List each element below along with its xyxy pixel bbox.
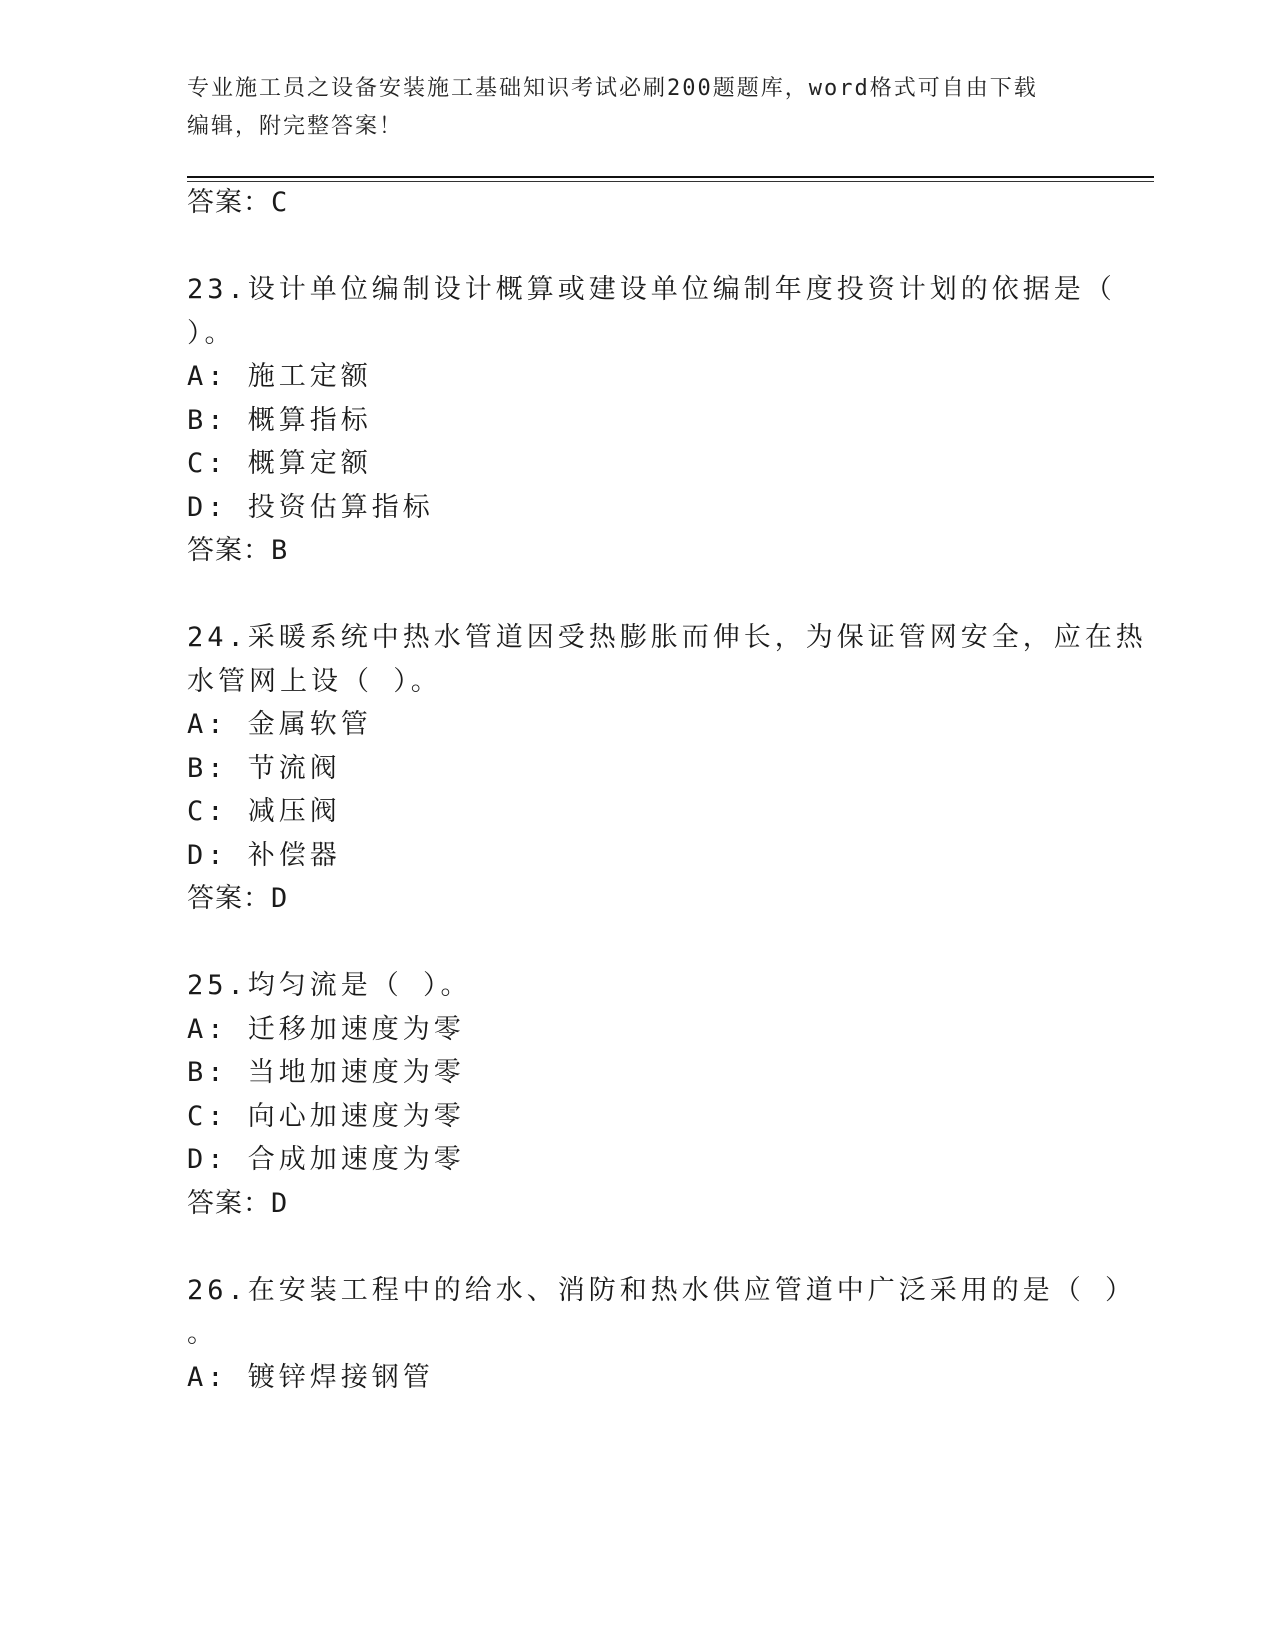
- document-header: [187, 70, 1067, 146]
- header-line-1: 专业施工员之设备安装施工基础知识考试必刷200题题库，word格式可自由下载: [187, 76, 1038, 101]
- question-26-option-a: A: 镀锌焊接钢管: [187, 1362, 434, 1393]
- question-23-option-d: D: 投资估算指标: [187, 492, 434, 523]
- question-24-text-line-2: 水管网上设（ ）。: [187, 666, 442, 697]
- question-23-option-b: B: 概算指标: [187, 405, 372, 436]
- question-26-text-line-2: 。: [187, 1318, 218, 1349]
- question-23-answer: [187, 534, 288, 568]
- question-24-option-c: C: 减压阀: [187, 796, 341, 827]
- question-25-option-a: A: 迁移加速度为零: [187, 1014, 465, 1045]
- question-24-text-line-1: 24.采暖系统中热水管道因受热膨胀而伸长，为保证管网安全，应在热: [187, 622, 1147, 653]
- question-23-text-line-1: 23.设计单位编制设计概算或建设单位编制年度投资计划的依据是（: [187, 274, 1116, 305]
- answer-value: D: [271, 1188, 289, 1219]
- question-23-option-a: A: 施工定额: [187, 361, 372, 392]
- question-24-option-d: D: 补偿器: [187, 840, 341, 871]
- question-25-option-b: B: 当地加速度为零: [187, 1057, 465, 1088]
- answer-value: C: [271, 187, 289, 218]
- answer-label: 答案：: [187, 883, 271, 914]
- prev-answer: [187, 186, 288, 220]
- header-line-2: 编辑，附完整答案！: [187, 114, 404, 139]
- answer-label: 答案：: [187, 1188, 271, 1219]
- question-25-option-c: C: 向心加速度为零: [187, 1101, 465, 1132]
- answer-value: B: [271, 535, 289, 566]
- question-24-answer: [187, 882, 288, 916]
- answer-value: D: [271, 883, 289, 914]
- question-25-answer: [187, 1187, 288, 1221]
- answer-label: 答案：: [187, 535, 271, 566]
- question-25-text-line-1: 25.均匀流是（ ）。: [187, 970, 472, 1001]
- question-24-option-a: A: 金属软管: [187, 709, 372, 740]
- question-23-option-c: C: 概算定额: [187, 448, 372, 479]
- question-26-text-line-1: 26.在安装工程中的给水、消防和热水供应管道中广泛采用的是（ ）: [187, 1275, 1137, 1306]
- question-25-option-d: D: 合成加速度为零: [187, 1144, 465, 1175]
- question-24-option-b: B: 节流阀: [187, 753, 341, 784]
- header-divider-thin: [187, 181, 1154, 182]
- question-23-text-line-2: ）。: [187, 318, 236, 349]
- answer-label: 答案：: [187, 187, 271, 218]
- header-divider-thick: [187, 176, 1154, 178]
